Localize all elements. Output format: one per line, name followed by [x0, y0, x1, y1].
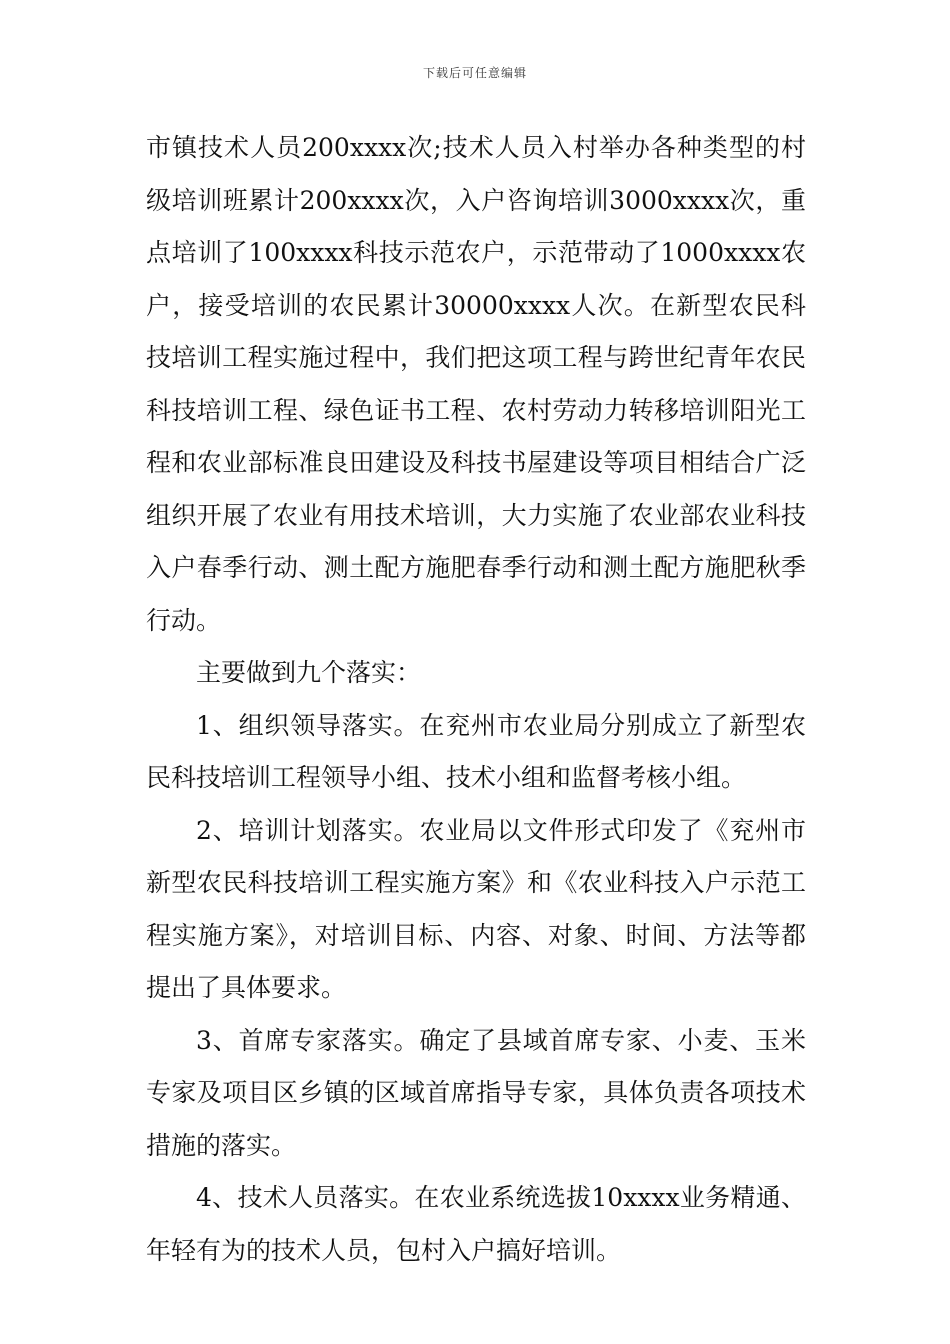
paragraph-item-2: 2、培训计划落实。农业局以文件形式印发了《兖州市新型农民科技培训工程实施方案》和《农业科技入户示范工程实施方案》，对培训目标、内容、对象、时间、方法等都提出了具体要求。 [146, 815, 806, 1002]
document-body [146, 122, 806, 1277]
header-note: 下载后可任意编辑 [422, 66, 527, 80]
paragraph-item-1: 1、组织领导落实。在兖州市农业局分别成立了新型农民科技培训工程领导小组、技术小组和监督考核小组。 [146, 710, 806, 792]
paragraph-item-3: 3、首席专家落实。确定了县域首席专家、小麦、玉米专家及项目区乡镇的区域首席指导专家，具体负责各项技术措施的落实。 [146, 1025, 806, 1160]
paragraph-summary-heading: 主要做到九个落实： [196, 658, 422, 687]
paragraph-continuation: 市镇技术人员200xxxx次;技术人员入村举办各种类型的村级培训班累计200xxxx次，入户咨询培训3000xxxx次，重点培训了100xxxx科技示范农户，示范带动了1000xxxx农户，接受培训的农民累计30000xxxx人次。在新型农民科技培训工程实施过程中，我们把这项工程与跨世纪青年农民科技培训工程、绿色证书工程、农村劳动力转移培训阳光工程和农业部标准良田建设及科技书屋建设等项目相结合广泛组织开展了农业有用技术培训，大力实施了农业部农业科技入户春季行动、测土配方施肥春季行动和测土配方施肥秋季行动。 [146, 133, 806, 635]
paragraph-item-4: 4、技术人员落实。在农业系统选拔10xxxx业务精通、年轻有为的技术人员，包村入户搞好培训。 [146, 1183, 806, 1265]
